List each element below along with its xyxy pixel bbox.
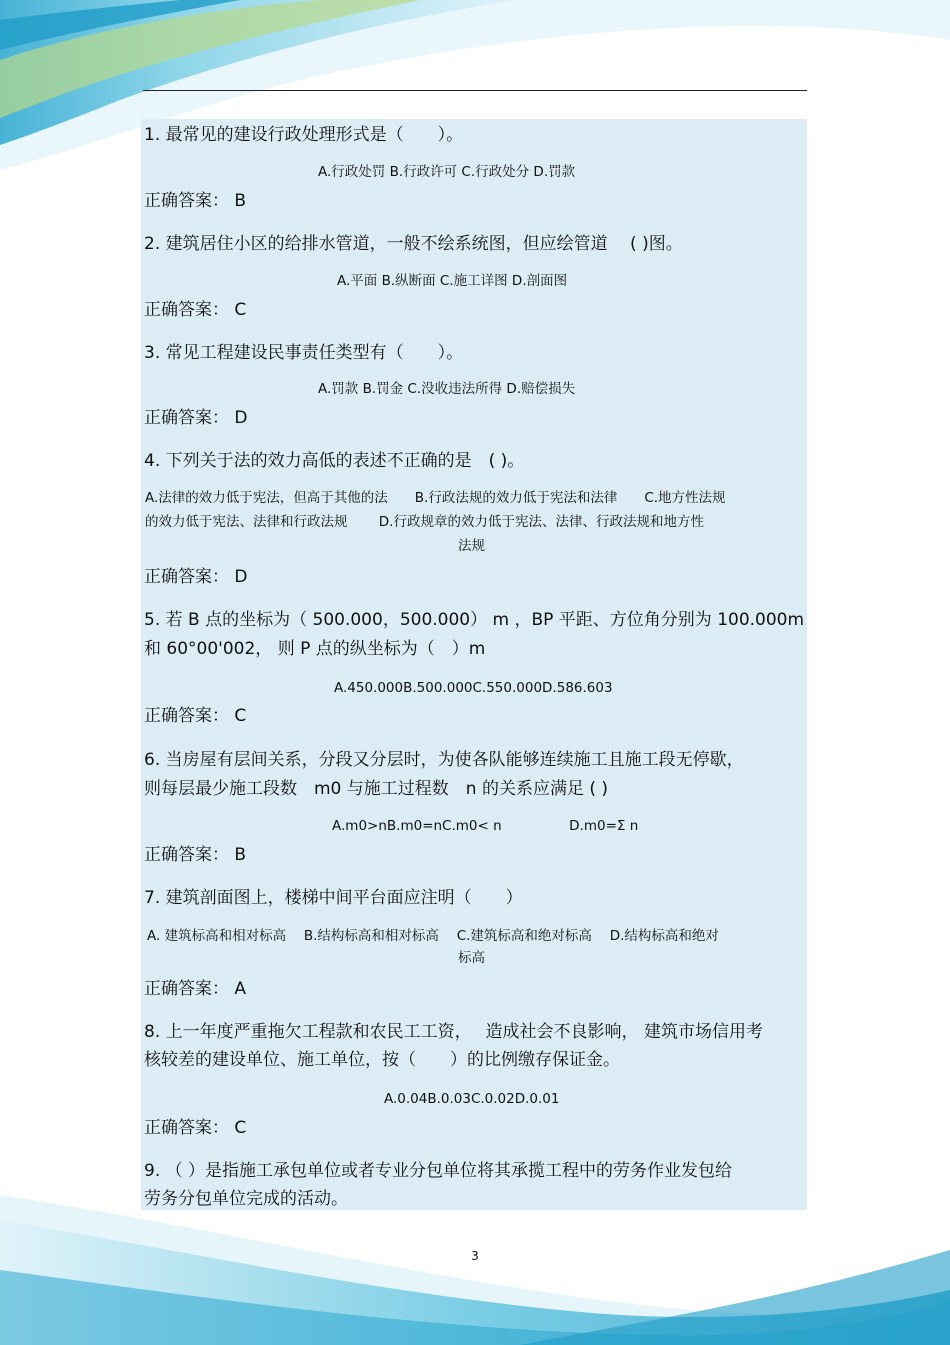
question-7: 7. 建筑剖面图上，楼梯中间平台面应注明（ ） <box>144 888 523 908</box>
question-4-options-line-2: 的效力低于宪法、法律和行政法规 D.行政规章的效力低于宪法、法律、行政法规和地方性 <box>145 514 704 530</box>
question-9-line-2: 劳务分包单位完成的活动。 <box>144 1189 348 1209</box>
question-1-answer: 正确答案： B <box>144 191 247 211</box>
question-7-options-line-1: A. 建筑标高和相对标高 B.结构标高和相对标高 C.建筑标高和绝对标高 D.结构标高和绝对 <box>147 928 719 944</box>
question-4-options-line-1: A.法律的效力低于宪法，但高于其他的法 B.行政法规的效力低于宪法和法律 C.地方性法规 <box>145 490 726 506</box>
question-1: 1. 最常见的建设行政处理形式是（ ）。 <box>144 125 464 145</box>
question-5: 5. 若 B 点的坐标为（ 500.000，500.000） m ，BP 平距、方位角分别为 100.000m <box>144 610 805 630</box>
question-2-options: A.平面 B.纵断面 C.施工详图 D.剖面图 <box>337 273 568 289</box>
question-8-answer: 正确答案： C <box>144 1118 247 1138</box>
question-2: 2. 建筑居住小区的给排水管道，一般不绘系统图，但应绘管道 ( )图。 <box>144 234 683 254</box>
page-number: 3 <box>471 1249 479 1263</box>
question-5-answer: 正确答案： C <box>144 706 247 726</box>
question-7-answer: 正确答案： A <box>144 979 247 999</box>
question-6-line-2: 则每层最少施工段数 m0 与施工过程数 n 的关系应满足 ( ) <box>144 779 609 799</box>
question-7-options-line-2: 标高 <box>458 950 485 966</box>
question-4-answer: 正确答案： D <box>144 567 248 587</box>
question-6: 6. 当房屋有层间关系，分段又分层时，为使各队能够连续施工且施工段无停歇， <box>144 750 744 770</box>
question-3: 3. 常见工程建设民事责任类型有（ ）。 <box>144 343 464 363</box>
question-6-options: A.m0>nB.m0=nC.m0< n D.m0=Σ n <box>332 818 639 834</box>
question-4: 4. 下列关于法的效力高低的表述不正确的是 ( )。 <box>144 451 525 471</box>
question-5-options: A.450.000B.500.000C.550.000D.586.603 <box>334 680 613 696</box>
question-1-options: A.行政处罚 B.行政许可 C.行政处分 D.罚款 <box>318 164 576 180</box>
question-8-options: A.0.04B.0.03C.0.02D.0.01 <box>384 1091 560 1107</box>
question-8-line-2: 核较差的建设单位、施工单位，按（ ）的比例缴存保证金。 <box>144 1050 620 1070</box>
question-8: 8. 上一年度严重拖欠工程款和农民工工资， 造成社会不良影响， 建筑市场信用考 <box>144 1022 763 1042</box>
question-4-options-line-3: 法规 <box>458 538 485 554</box>
question-3-answer: 正确答案： D <box>144 408 248 428</box>
question-9: 9. （ ）是指施工承包单位或者专业分包单位将其承揽工程中的劳务作业发包给 <box>144 1161 733 1181</box>
question-2-answer: 正确答案： C <box>144 300 247 320</box>
question-3-options: A.罚款 B.罚金 C.没收违法所得 D.赔偿损失 <box>318 381 576 397</box>
question-5-line-2: 和 60°00'002， 则 P 点的纵坐标为（ ）m <box>144 639 486 659</box>
question-6-answer: 正确答案： B <box>144 845 247 865</box>
